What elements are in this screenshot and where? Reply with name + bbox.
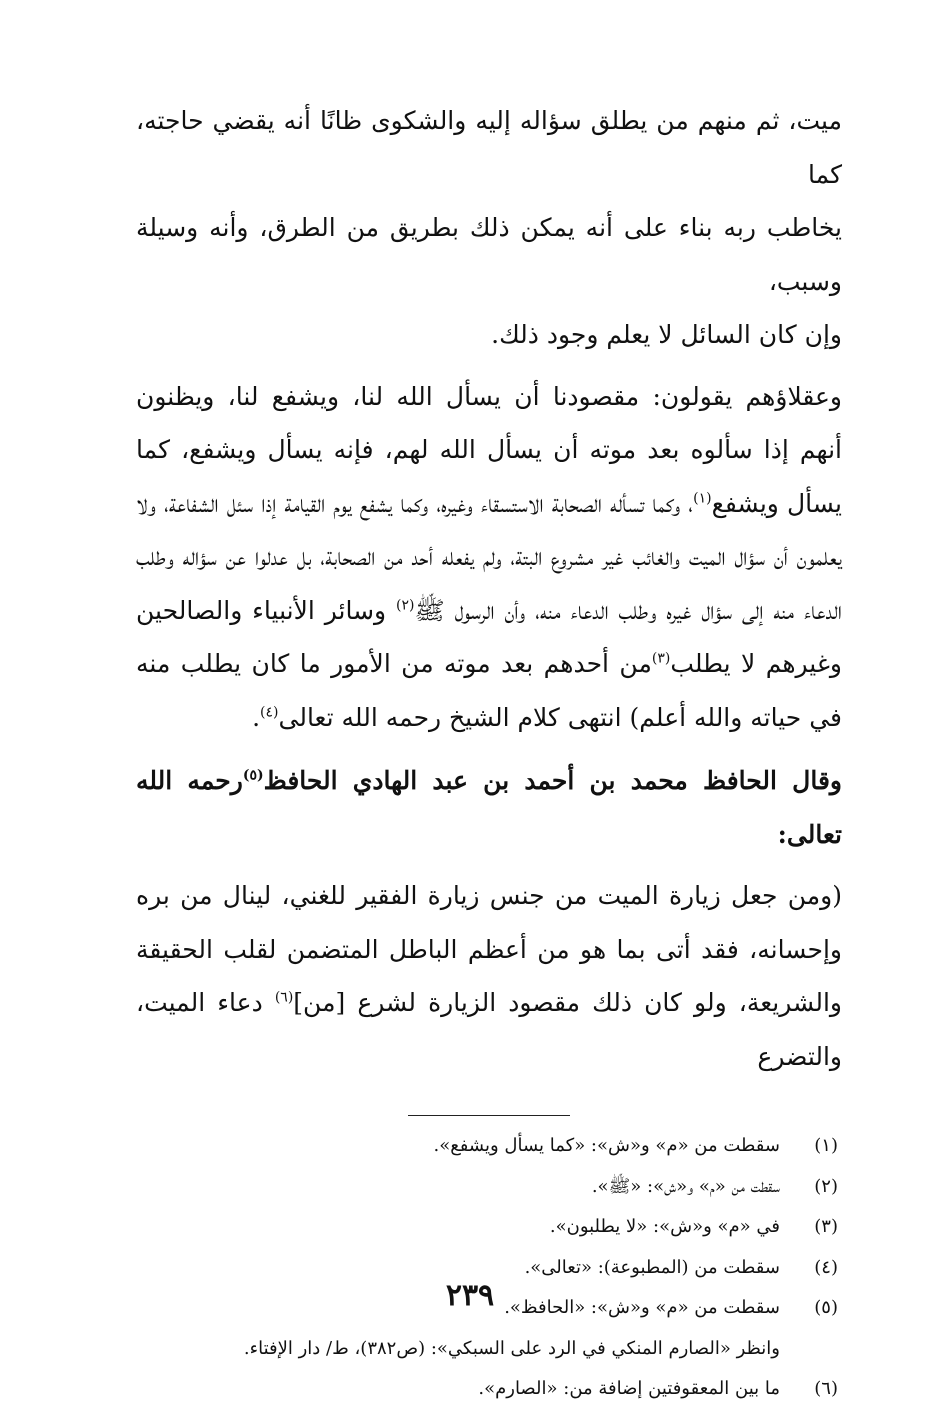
footnote-number: (٢)	[814, 1175, 838, 1197]
heading-text-b: رحمه الله تعالى:	[136, 766, 842, 849]
paragraph-2-text-e: .	[252, 702, 261, 732]
paragraph-1	[136, 94, 842, 362]
footnote-ref-6: (٦)	[274, 989, 294, 1006]
paragraph-3-text-b: دعاء الميت، والتضرع	[136, 988, 842, 1071]
footnote-5-continuation	[136, 1329, 842, 1370]
paragraph-2-text-d: من أحدهم بعد موته من الأمور ما كان يطلب منه في حياته والله أعلم) انتهى كلام الشيخ رحمه الله تعالى	[136, 649, 842, 732]
footnote-text: سقطت من «م» و«ش»: «الحافظ».	[504, 1297, 780, 1318]
footnote-text: سقطت من «م» و«ش»: «ﷺ».	[591, 1175, 780, 1197]
footnote-ref-1: (١)	[693, 490, 712, 507]
footnote-ref-5: (٥)	[242, 767, 264, 784]
paragraph-2-text-c: وسائر الأنبياء والصالحين وغيرهم لا يطلب	[136, 595, 842, 678]
footnote-ref-4: (٤)	[260, 704, 279, 721]
footnote-number: (٤)	[814, 1256, 838, 1278]
footnote-1	[136, 1126, 842, 1167]
footnote-ref-3: (٣)	[651, 650, 671, 667]
footnote-2	[136, 1167, 842, 1208]
document-page	[136, 94, 843, 1399]
footnote-ref-2: (٢)	[396, 597, 415, 614]
footnote-divider	[408, 1115, 570, 1116]
footnote-number: (٣)	[814, 1216, 838, 1237]
footnote-number: (٥)	[814, 1297, 838, 1318]
main-text	[136, 94, 842, 1083]
footnote-6	[136, 1369, 842, 1410]
paragraph-1-line-1: ميت، ثم منهم من يطلق سؤاله إليه والشكوى ظانًا أنه يقضي حاجته، كما	[136, 106, 842, 189]
paragraph-2	[136, 370, 842, 745]
footnotes	[136, 1126, 842, 1410]
paragraph-1-line-2: يخاطب ربه بناء على أنه يمكن ذلك بطريق من الطرق، وأنه وسيلة وسبب،	[136, 213, 842, 296]
heading-text-a: وقال الحافظ محمد بن أحمد بن عبد الهادي الحافظ	[263, 766, 842, 795]
footnote-number: (٦)	[814, 1378, 838, 1399]
footnote-text: سقطت من «م» و«ش»: «كما يسأل ويشفع».	[433, 1135, 780, 1156]
footnote-text: ما بين المعقوفتين إضافة من: «الصارم».	[478, 1378, 780, 1399]
page-number: ٢٣٩	[445, 1278, 495, 1313]
footnote-text: سقطت من (المطبوعة): «تعالى».	[524, 1256, 780, 1278]
paragraph-2-text-b: ، وكما تسأله الصحابة الاستسقاء وغيره، وكما يشفع يوم القيامة إذا سئل الشفاعة، ولا يعلمون أن سؤال الميت والغائب غير مشروع البتة، ولم يفعله أحد من الصحابة، بل عدلوا عن سؤاله وطلب الدعاء منه إلى سؤال غيره وطلب الدعاء منه، وأن الرسول ﷺ	[136, 488, 842, 625]
footnote-number: (١)	[814, 1135, 838, 1156]
footnote-text: في «م» و«ش»: «لا يطلبون».	[549, 1216, 780, 1237]
paragraph-1-line-3: وإن كان السائل لا يعلم وجود ذلك.	[491, 320, 842, 349]
paragraph-2-text-a: وعقلاؤهم يقولون: مقصودنا أن يسأل الله لنا، ويشفع لنا، ويظنون أنهم إذا سألوه بعد موته أن يسأل الله لهم، فإنه يسأل ويشفع، كما يسأل ويشفع	[136, 381, 843, 518]
footnote-3	[136, 1207, 842, 1248]
section-heading	[136, 754, 842, 861]
paragraph-3	[136, 869, 842, 1083]
paragraph-3-text-a: (ومن جعل زيارة الميت من جنس زيارة الفقير للغني، لينال من بره وإحسانه، فقد أتى بما هو من أعظم الباطل المتضمن لقلب الحقيقة والشريعة، ولو كان ذلك مقصود الزيارة لشرع [من]	[136, 881, 842, 1017]
footnote-text: وانظر «الصارم المنكي في الرد على السبكي»: (ص٣٨٢)، ط/ دار الإفتاء.	[243, 1337, 780, 1359]
